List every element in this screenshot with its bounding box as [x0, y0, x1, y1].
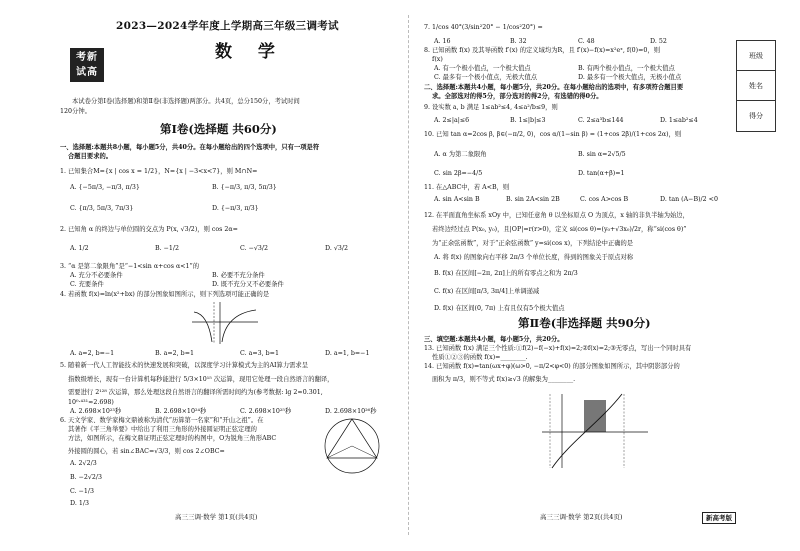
sec1-line-1: 一、选择题:本题共8小题，每小题5分，共40分。在每小题给出的四个选项中，只有一项是符: [60, 144, 320, 151]
q3-option-c: C. 充要条件: [70, 281, 104, 288]
q8-stem: 8. 已知函数 f(x) 及其导函数 f′(x) 的定义域均为R，且 f′(x)−f(x)=x²eˣ, f(0)=0，则: [424, 47, 660, 54]
q4-graph: [190, 300, 260, 345]
part2-heading: 第Ⅱ卷(非选择题 共90分): [518, 316, 651, 330]
exam-logo: [70, 48, 104, 82]
q9-option-c: C. 2≤a³b≤144: [578, 117, 624, 124]
q12-option-a: A. 将 f(x) 的图象向右平移 2π/3 个单位长度，得到的图象关于原点对称: [434, 254, 634, 261]
q10-option-a: A. α 为第二象限角: [434, 151, 487, 158]
q10-option-c: C. sin 2β=−4/5: [434, 170, 483, 177]
q9-option-a: A. 2≤|a|≤6: [434, 117, 470, 124]
q9-option-d: D. 1≤ab²≤4: [660, 117, 698, 124]
q5-line-1: 5. 随着新一代人工智能技术的快速发展和突破，以深度学习计算模式为主的AI算力需求呈: [60, 362, 309, 369]
q14-line-2: 面积为 π/3，则不等式 f(x)≥√3 的解集为________.: [432, 376, 576, 383]
footer-left: 高三三调·数学 第1页(共4页): [175, 513, 258, 521]
q3-option-b: B. 必要不充分条件: [212, 272, 265, 279]
answer-sidebar: [736, 40, 776, 132]
intro-line-1: 本试卷分第Ⅰ卷(选择题)和第Ⅱ卷(非选择题)两部分。共4页，总分150分，考试时间: [72, 98, 300, 105]
q6-circle-figure: [318, 415, 386, 477]
q2-option-b: B. −1/2: [155, 245, 180, 252]
q7-option-d: D. 52: [650, 38, 667, 45]
edition-badge: 新高考版: [702, 512, 736, 524]
q6-option-c: C. −1/3: [70, 488, 95, 495]
footer-right: 高三三调·数学 第2页(共4页): [540, 513, 623, 521]
logo-line-2: 试高: [76, 67, 98, 78]
q8-option-a: A. 有一个极小值点，一个极大值点: [434, 65, 531, 72]
q4-option-c: C. a=3, b=1: [240, 350, 279, 357]
q11-option-c: C. cos A>cos B: [580, 196, 629, 203]
q8-option-c: C. 最多有一个极小值点，无极大值点: [434, 74, 538, 81]
q14-shaded-region: [584, 400, 606, 432]
q1-option-b: B. {−π/3, π/3, 5π/3}: [212, 184, 277, 191]
q3-option-a: A. 充分不必要条件: [70, 272, 123, 279]
q8-stem-2: f(x): [432, 56, 443, 63]
q5-option-b: B. 2.698×10²⁴秒: [155, 408, 207, 415]
q8-option-b: B. 有两个极小值点，一个极大值点: [578, 65, 675, 72]
q4-stem: 4. 若函数 f(x)=ln(x²+bx) 的部分图象如图所示，则下列选项可能正确的是: [60, 291, 270, 298]
q2-option-c: C. −√3/2: [240, 245, 269, 252]
q6-option-b: B. −2√2/3: [70, 474, 103, 481]
q13-line-2: 性质①②③的函数 f(x)=________.: [432, 354, 528, 361]
q12-option-b: B. f(x) 在区间[−2π, 2π]上的所有零点之和为 2π/3: [434, 270, 578, 277]
q1-option-d: D. {−π/3, π/3}: [212, 205, 259, 212]
q1-stem: 1. 已知集合M={x | cos x = 1/2}，N={x | −3<x<7}，则 M∩N=: [60, 168, 258, 175]
q12-option-d: D. f(x) 在区间(0, 7π) 上有且仅有5个极大值点: [434, 305, 565, 312]
q1-option-c: C. {π/3, 5π/3, 7π/3}: [70, 205, 134, 212]
q6-triangle: [327, 419, 377, 458]
q5-line-3: 需要进行 2¹²⁸ 次运算，那么处理这段自然语言的翻译所需时间约为(参考数据: lg 2≈0.301,: [68, 389, 323, 396]
q4-option-a: A. a=2, b=−1: [70, 350, 115, 357]
q3-stem: 3. “α 是第二象限角”是“−1<sin α+cos α<1”的: [60, 263, 199, 270]
q6-option-a: A. 2√2/3: [70, 460, 97, 467]
q9-option-b: B. 1≤|b|≤3: [510, 117, 546, 124]
q5-line-2: 指数级增长，现有一台计算机每秒能进行 5/3×10¹⁵ 次运算，现用它处理一段自然语言的翻译，: [68, 376, 334, 383]
q6-line-4: 外接圆的圆心，若 sin∠BAC=√3/3，则 cos 2∠OBC=: [68, 448, 225, 455]
q12-line-1: 12. 在平面直角坐标系 xOy 中，已知任意角 θ 以坐标原点 O 为顶点，x 轴的非负半轴为始边，: [424, 212, 689, 219]
exam-title: 2023—2024学年度上学期高三年级三调考试: [116, 20, 339, 32]
sec3-line-1: 三、填空题:本题共4小题，每小题5分，共20分。: [424, 336, 564, 343]
q10-option-b: B. sin α=2√5/5: [578, 151, 626, 158]
q14-line-1: 14. 已知函数 f(x)=tan(ωx+φ)(ω>0, −π/2<φ<0) 的部分图象如图所示，其中阴影部分的: [424, 363, 680, 370]
sidebar-class-field[interactable]: 班级: [737, 41, 775, 71]
q5-line-4: 10⁰·⁴³¹≈2.698): [68, 399, 114, 406]
sec1-line-2: 合题目要求的。: [68, 153, 113, 160]
sec2-line-2: 求。全部选对的得5分，部分选对的得2分，有选错的得0分。: [432, 93, 603, 100]
sidebar-name-field[interactable]: 姓名: [737, 71, 775, 101]
sidebar-score-field[interactable]: 得分: [749, 112, 763, 120]
q5-option-a: A. 2.698×10²³秒: [70, 408, 122, 415]
intro-line-2: 120分钟。: [60, 108, 91, 115]
q13-line-1: 13. 已知函数 f(x) 满足三个性质:①f(2)−f(−x)+f(x)=2;②f(x)=2;③无零点，写出一个同时具有: [424, 345, 692, 352]
q11-option-d: D. tan (A−B)/2 <0: [660, 196, 718, 203]
q14-tan-graph: [540, 392, 650, 470]
q4-option-b: B. a=2, b=1: [155, 350, 194, 357]
q11-option-b: B. sin 2A<sin 2B: [506, 196, 560, 203]
q3-option-d: D. 既不充分又不必要条件: [212, 281, 284, 288]
part1-heading: 第Ⅰ卷(选择题 共60分): [160, 122, 277, 136]
q6-line-1: 6. 天文学家、数学家梅文鼎被称为清代“历算第一名家”和“开山之祖”。在: [60, 417, 264, 424]
q4-curve-right: [222, 310, 256, 342]
q5-option-c: C. 2.698×10²⁵秒: [240, 408, 292, 415]
sec2-line-1: 二、选择题:本题共4小题，每小题5分，共20分。在每小题给出的选项中，有多项符合题目要: [424, 84, 684, 91]
q6-line-2: 其著作《平三角举要》中给出了利用三角形的外接圆证明正弦定理的: [68, 426, 257, 433]
q7-option-c: C. 48: [578, 38, 595, 45]
q6-option-d: D. 1/3: [70, 500, 89, 507]
q7-stem: 7. 1/cos 40°(3/sin²20° − 1/cos²20°) =: [424, 24, 543, 31]
q10-stem: 10. 已知 tan α=2cos β, β∈(−π/2, 0)，cos α/(1−sin β) = (1+cos 2β)/(1+cos 2α)，则: [424, 131, 682, 138]
q2-stem: 2. 已知角 α 的终边与单位圆的交点为 P(x, √3/2)，则 cos 2α=: [60, 226, 238, 233]
q2-option-a: A. 1/2: [70, 245, 89, 252]
q7-option-b: B. 32: [510, 38, 527, 45]
q7-option-a: A. 16: [434, 38, 451, 45]
q12-option-c: C. f(x) 在区间[π/3, 3π/4]上单调递减: [434, 288, 540, 295]
exam-subject: 数 学: [215, 42, 285, 62]
q11-option-a: A. sin A<sin B: [434, 196, 480, 203]
q11-stem: 11. 在△ABC中，若 A<B，则: [424, 184, 510, 191]
q12-line-3: 为“正余弦函数”，对于“正余弦函数” y=si(cos x)，下列结论中正确的是: [432, 240, 634, 247]
q9-stem: 9. 设实数 a, b 满足 1≤ab²≤4, 4≤a²/b≤9，则: [424, 104, 558, 111]
q6-line-3: 方法，如图所示，在梅文鼎证明正弦定理时的构图中，O为锐角三角形ABC: [68, 435, 277, 442]
q12-line-2: 若终边经过点 P(x₀, y₀)，且|OP|=r(r>0)，定义 si(cos θ)=(y₀+√3x₀)/2r，称“si(cos θ)”: [432, 226, 687, 233]
q4-curve-left: [194, 312, 212, 342]
q5-option-d: D. 2.698×10²⁶秒: [325, 408, 377, 415]
q10-option-d: D. tan(α+β)=1: [578, 170, 625, 177]
q8-option-d: D. 最多有一个极大值点，无极小值点: [578, 74, 682, 81]
q1-option-a: A. {−5π/3, −π/3, π/3}: [70, 184, 140, 191]
logo-line-1: 考新: [76, 52, 98, 63]
q2-option-d: D. √3/2: [325, 245, 348, 252]
q4-option-d: D. a=1, b=−1: [325, 350, 370, 357]
